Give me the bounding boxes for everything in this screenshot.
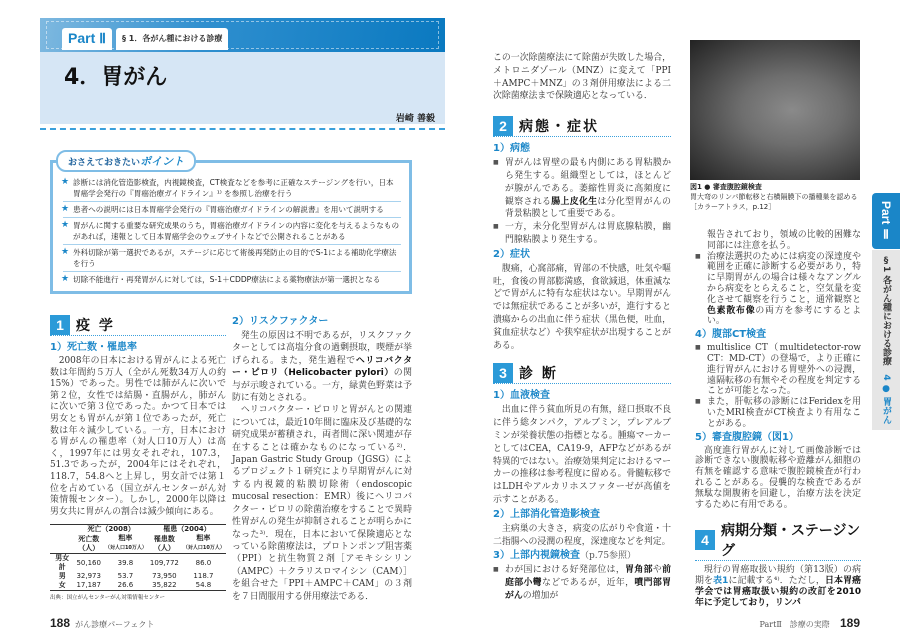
section-label: § 1．各がん種における診療	[116, 28, 228, 50]
subheading: 4）腹部CT検査	[695, 329, 767, 341]
star-icon: ★	[61, 247, 70, 257]
bullet: ■ multislice CT（multidetector-row CT：MD-CT）の登場で，より正確に進行胃がんにおける胃壁外への浸潤，遠隔転移の有無やその程度を判定することが可能となった。	[695, 343, 861, 397]
key-point: ★ 患者への説明には日本胃癌学会発行の『胃癌治療ガイドラインの解説書』を用いて説明する	[63, 202, 401, 218]
bullet: ■ 治療法選択のためには病変の深達度や範囲を正確に診断する必要があり，特に早期胃がんの場合は様々なアングルから病変をとらえること，空気量を変化させて観察を行うこと，通常観察と色素散布像の両方を参考にするとよい。	[695, 252, 861, 328]
left-column-2	[232, 314, 412, 603]
subheading: 5）審査腹腔鏡（図1）	[695, 431, 799, 443]
subheading: 1）死亡数・罹患率	[50, 342, 137, 353]
subheading: 2）上部消化管造影検査	[493, 508, 600, 520]
section-heading-diagnosis: 3 診 断	[493, 362, 671, 384]
right-column-2	[695, 230, 861, 609]
key-point: ★ 診断には消化管造影検査，内視鏡検査，CT検査などを参考に正確なステージングを行い，日本胃癌学会発行の『胃癌治療ガイドライン』¹⁾ を参照し治療を行う	[63, 175, 401, 202]
side-tab-section[interactable]: §1 各がん種における診療 4 ● 胃がん	[872, 250, 900, 430]
table-row: 男女計 50,160 39.8 109,772 86.0	[55, 554, 212, 572]
laparoscopy-photo	[690, 40, 860, 180]
key-point: ★ 胃がんに関する重要な研究成果のうち，胃癌治療ガイドラインの内容に変化を与えるようなものがあれば，速報として日本胃癌学会のウェブサイトなどで公開されることがある	[63, 218, 401, 245]
page-number: 189	[839, 616, 860, 630]
paragraph: 高度進行胃がんに対して画像診断では診断できない腹膜転移や遊離がん細胞の有無を確認する意味で腹腔鏡検査が行われることがある。侵襲的な検査であるが無駄な開腹術を回避し，治療方法を決定するために有用である。	[695, 445, 861, 510]
subheading: 1）病態	[493, 143, 530, 155]
table-link[interactable]: 表1	[713, 576, 729, 587]
side-tab-part[interactable]: Part Ⅱ	[872, 193, 900, 249]
chapter-title: 4．胃がん	[64, 65, 168, 90]
star-icon: ★	[61, 204, 70, 214]
header-labels	[62, 28, 228, 50]
table-row: 男 32,973 53.7 73,950 118.7	[58, 572, 214, 581]
key-points-box	[50, 160, 412, 294]
paragraph: この一次除菌療法にて除菌が失敗した場合，メトロニダゾール（MNZ）に変えて「PPI＋AMPC＋MNZ」の３剤併用療法による二次除菌療法まで保険適応となっている．	[493, 53, 671, 102]
page-number: 188	[50, 616, 71, 630]
subheading: 1）血液検査	[493, 390, 550, 402]
bullet: ■ また，肝転移の診断にはFeridexを用いたMRI検査がCT検査より有用なことがある。	[695, 397, 861, 429]
section-heading-staging: 4 病期分類・ステージング	[695, 520, 861, 561]
section-heading-epidemiology: 1 疫 学	[50, 314, 226, 336]
star-icon: ★	[61, 220, 70, 230]
paragraph: ヘリコバクター・ピロリと胃がんとの関連については，最近10年間に臨床及び基礎的な研究成果が蓄積され，両者間に深い関連が存在することは確かなものになっている²⁾．Japan Gastric Study Group（JGSG）によるプロジェクト１研究により早期胃がんに対する内視鏡的粘膜切除術（endoscopic mucosal resection：EMR）後にヘリコバクター・ピロリの除菌治療をすることで異時性胃がんの発生が抑制されることが明らかになった³⁾．現在，日本において保険適応となっている除菌療法は，プロトンポンプ阻害薬（PPI）と抗生物質２剤［アモキシシリン（AMPC）＋クラリスロマイシン（CAM）］を組合せた「PPI＋AMPC＋CAM」の３剤を７日間服用する併用療法である．	[232, 405, 412, 602]
figure-caption: 図1 ● 審査腹腔鏡検査 胃大弯のリンパ節転移と右横隔膜下の播種巣を認める ［カラーアトラス，p.12］	[690, 183, 858, 211]
key-point: ★ 切除不能進行・再発胃がんに対しては，S-1＋CDDP療法による薬物療法が第一選択となる	[61, 274, 381, 284]
paragraph: 現行の胃癌取扱い規約（第13版）の病期を表1に記載する⁴⁾．ただし，日本胃癌学会では胃癌取扱い規約の改訂を2010年に予定しており，リンパ	[695, 565, 861, 608]
star-icon: ★	[61, 274, 70, 284]
bullet: ■ 一方，未分化型胃がんは胃底腺粘膜，幽門腺粘膜より発生する。	[493, 221, 671, 247]
paragraph: 出血に伴う貧血所見の有無，経口摂取不良に伴う総タンパク，アルブミン，プレアルブミンが栄養状態の指標となる。腫瘍マーカーとしてはCEA，CA19-9，AFPなどがあるが特異的ではない。治療効果判定におけるマーカーの推移は参考程度に留める。骨髄転移ではLDHやアルカリホスファターゼが高値を示すことがある。	[493, 405, 671, 505]
paragraph: 報告されており，領域の比較的困難な同部には注意を払う。	[707, 230, 861, 251]
star-icon: ★	[61, 177, 70, 187]
subheading: 2）リスクファクター	[232, 316, 329, 327]
left-column-1	[50, 314, 226, 603]
part-label: Part Ⅱ	[62, 28, 112, 50]
divider	[40, 128, 445, 130]
bullet: ■ 胃がんは胃壁の最も内側にある胃粘膜から発生する。組織型としては，ほとんどが腺がんである。萎縮性胃炎に高頻度に観察される腸上皮化生は分化型胃がんの背景粘膜として重要である。	[493, 157, 671, 221]
key-point: ★ 外科切除が第一選択であるが，ステージに応じて術後再発防止の目的でS-1による補助化学療法を行う	[63, 245, 401, 272]
right-footer	[760, 612, 860, 631]
key-points-title: おさえておきたいポイント	[56, 150, 196, 172]
table-row: 女 17,187 26.6 35,822 54.8	[58, 581, 212, 590]
paragraph: 主病巣の大きさ，病変の広がりや食道・十二指腸への浸潤の程度，深達度などを判定。	[493, 523, 671, 547]
book-title: がん診療パーフェクト	[75, 620, 155, 629]
bullet: ■ わが国における好発部位は，胃角部や前庭部小彎などであるが，近年，噴門部胃がんの増加が	[493, 564, 671, 602]
subheading: 2）症状	[493, 248, 530, 260]
table-source: 出典：国立がんセンターがん対策情報センター	[50, 595, 166, 602]
paragraph: 2008年の日本における胃がんによる死亡数は年間約５万人（全がん死数34万人の約15%）であった。男性では肺がんに次いで第２位，女性では結腸・直腸がん，肺がんに次いで第３位であった。かつて日本では男女とも胃がんが第１位であったが，死亡数は年々減少している。一方，日本における胃がんの罹患率（対人口10万人）は高く，1997年には男女それぞれ，107.3，51.3であったが，2004年にはそれぞれ，118.7，54.8へと上昇し，男女計では第１位を占めている（国立がんセンターがん対策情報センター）。しかし，2000年以降は男女共に胃がんの割合は減少傾向にある。	[50, 356, 226, 517]
left-footer	[50, 612, 154, 631]
section-heading-pathology: 2 病態・症状	[493, 115, 671, 137]
mortality-table: 死亡（2008） 罹患（2004） 死亡数 （人） 粗率 （対人口10万人） 罹患数 （人） 粗率 （対人口10万人） 男女計 50,160 39.8 109,772 86.0 男 32,973 53.7 73,950 118.7 女 17,187 26.6 35,822 54.8	[50, 524, 226, 591]
right-column-1	[493, 52, 671, 603]
author: 岩崎 善毅	[395, 114, 435, 124]
part-footer: PartⅡ 診療の実際	[759, 620, 830, 629]
subheading: 3）上部内視鏡検査（p.75参照）	[493, 550, 637, 562]
paragraph: 発生の原因は不明であるが，リスクファクターとしては高塩分食の過剰摂取，喫煙が挙げられる。また，発生過程でヘリコバクター・ピロリ（Helicobacter pylori）の関与が示唆されている。一方，緑黄色野菜は予防に有効とされる。	[232, 331, 413, 404]
paragraph: 腹痛，心窩部痛，胃部の不快感，吐気や嘔吐，食後の胃部膨満感，食欲減退，体重減などで胃がんに特有な症状はない。早期胃がんでは無症状であることが多いが，進行すると潰瘍からの出血に伴う症状（黒色便，吐血，貧血症状など）や狭窄症状が出現することがある。	[493, 263, 671, 351]
